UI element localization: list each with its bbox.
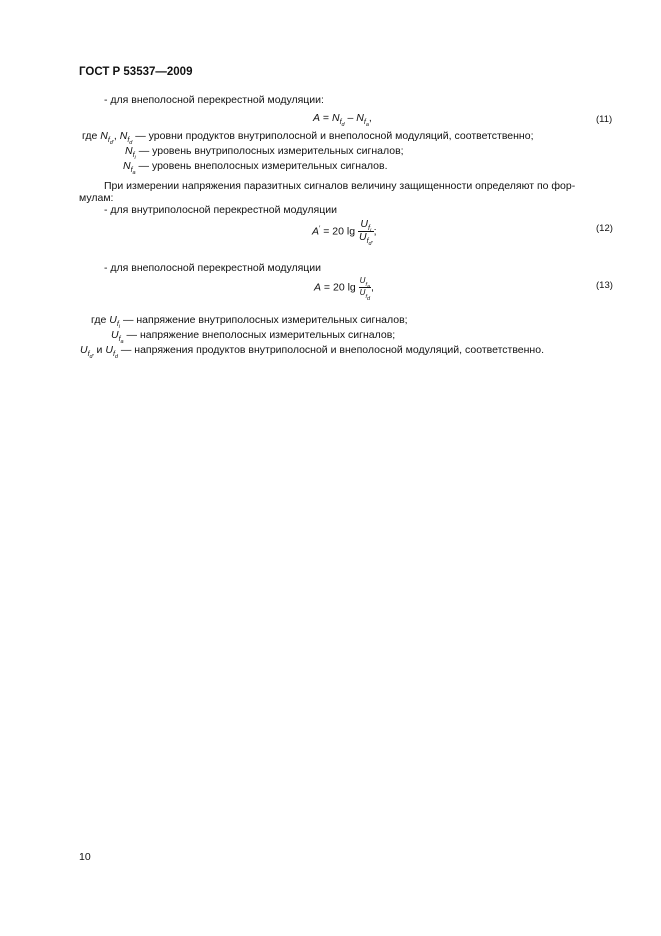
equation-11: $A = N_{f_d} - N_{f_a}$, (313, 112, 372, 128)
intro-inband-line: - для внутриполосной перекрестной модуляции (104, 204, 337, 216)
eq11-n2: N (356, 112, 364, 124)
intro-outband-line-2: - для внеполосной перекрестной модуляции (104, 262, 322, 274)
page-number: 10 (79, 851, 91, 863)
equation-13-number: (13) (596, 280, 613, 291)
eq12-fraction: $\frac{U_{f_i}}{U_{f_{d'}}}$ (358, 218, 373, 247)
paragraph-line: мулам: (79, 192, 114, 204)
eq11-n1: N (331, 112, 340, 124)
definition-row: где $N_{f_{d'}}$, $N_{f_d}$ — уровни продуктов внутриполосной и внеполосной модуляций, соответственно; (82, 130, 534, 146)
equation-12-number: (12) (596, 223, 613, 234)
equation-12: A′ = 20 lg $\frac{U_{f_i}}{U_{f_{d'}}}$ ; (312, 218, 377, 247)
eq11-lhs: A (313, 112, 321, 124)
equation-11-number: (11) (596, 114, 613, 125)
definition-row: $U_{f_{d'}}$ и $U_{f_d}$ — напряжения продуктов внутриполосной и внеполосной модуляций, соответственно. (80, 344, 544, 360)
eq12-equals: = 20 lg (320, 225, 358, 238)
paragraph-line: При измерении напряжения паразитных сигналов величину защищенности определяют по фор- (104, 180, 576, 192)
eq11-equals: = (320, 112, 332, 124)
definition-row: где $U_{f_i}$ — напряжение внутриполосных измерительных сигналов; (91, 314, 408, 330)
definition-row: $U_{f_a}$ — напряжение внеполосных измерительных сигналов; (111, 329, 396, 345)
eq12-lhs: A (312, 225, 320, 238)
definition-row: $N_{f_i}$ — уровень внутриполосных измерительных сигналов; (125, 145, 404, 161)
eq13-fraction: $\frac{U_{fa}}{U_{fd}}$ (359, 276, 371, 302)
eq13-lhs: A (314, 281, 322, 294)
eq13-equals: = 20 lg (321, 281, 359, 294)
equation-13: A = 20 lg $\frac{U_{fa}}{U_{fd}}$ , (314, 276, 374, 302)
document-header: ГОСТ Р 53537—2009 (79, 66, 193, 78)
definition-row: $N_{f_a}$ — уровень внеполосных измерительных сигналов. (123, 160, 388, 176)
eq11-minus: – (344, 112, 357, 124)
intro-outband-line: - для внеполосной перекрестной модуляции: (104, 94, 324, 106)
